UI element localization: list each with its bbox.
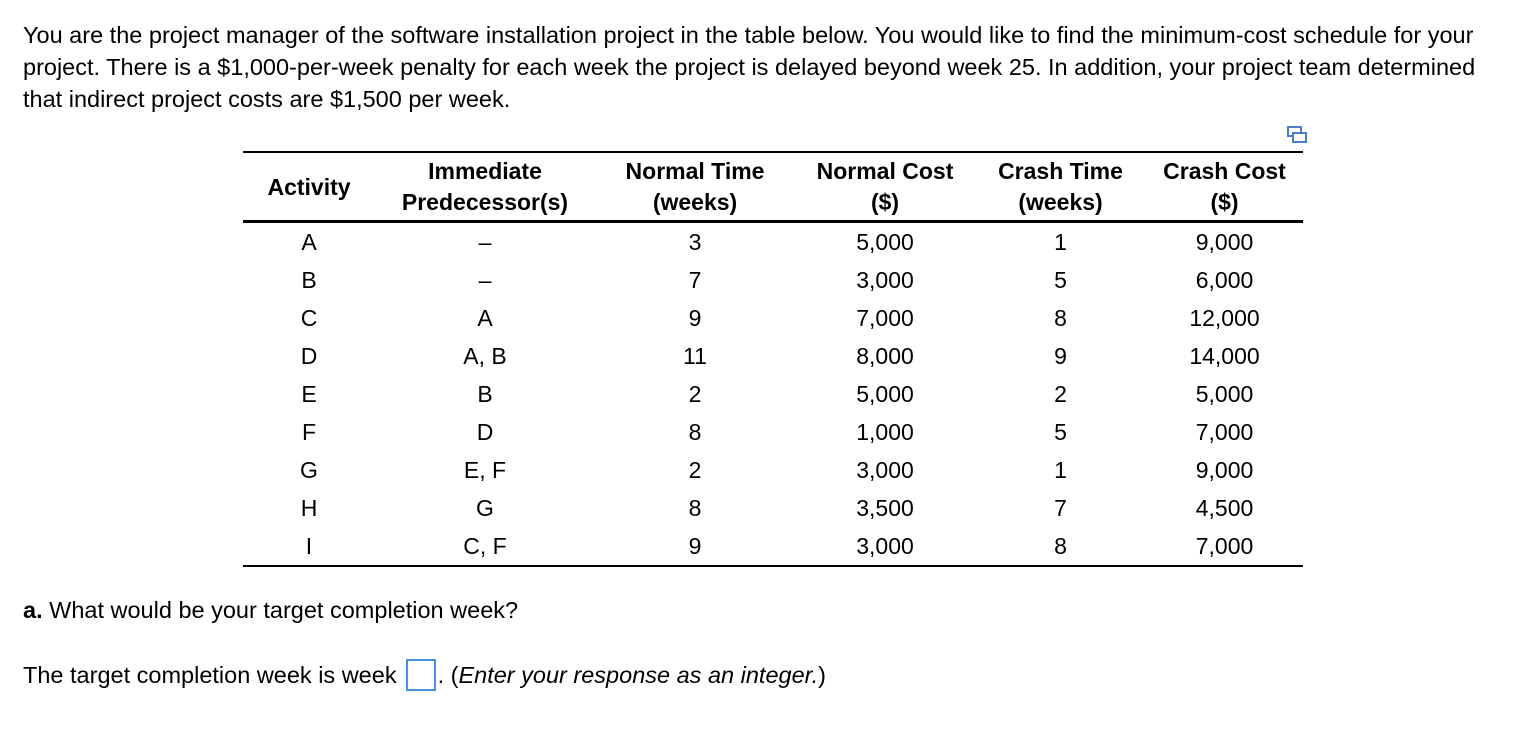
table-row xyxy=(243,451,1303,489)
header-predecessors xyxy=(375,152,595,222)
header-activity-label: Activity xyxy=(267,173,351,200)
cell-predecessors: G xyxy=(476,495,494,521)
cell-crash-time: 1 xyxy=(1054,457,1067,483)
table-row xyxy=(243,222,1303,262)
problem-statement: You are the project manager of the software installation project in the table below. You would like to find the minimum-cost schedule for your project. There is a $1,000-per-week penalty for each week the project is delayed beyond week 25. In addition, your project team determined that indirect project costs are $1,500 per week. xyxy=(23,22,1476,112)
header-predecessors-line1: Immediate xyxy=(428,158,542,184)
table-row xyxy=(243,489,1303,527)
cell-activity: I xyxy=(243,527,375,566)
cell-crash-cost: 7,000 xyxy=(1195,419,1254,445)
cell-activity: H xyxy=(300,495,318,521)
cell-normal-cost: 7,000 xyxy=(856,305,914,331)
activity-table xyxy=(243,151,1303,567)
cell-crash-time: 9 xyxy=(1054,343,1067,369)
header-crash-time xyxy=(975,152,1146,222)
hint-open: ( xyxy=(450,662,459,688)
cell-normal-cost: 5,000 xyxy=(856,229,914,255)
cell-crash-cost: 4,500 xyxy=(1195,495,1254,521)
table-row xyxy=(243,337,1303,375)
cell-normal-cost: 3,000 xyxy=(856,457,914,483)
cell-predecessors: C, F xyxy=(375,527,595,566)
header-activity xyxy=(243,152,375,222)
header-normal-time xyxy=(595,152,795,222)
cell-normal-time: 9 xyxy=(595,527,795,566)
cell-crash-time: 2 xyxy=(1054,381,1067,407)
header-predecessors-line2: Predecessor(s) xyxy=(401,189,569,215)
cell-normal-time: 9 xyxy=(688,305,702,331)
header-normal-cost xyxy=(795,152,975,222)
table-row xyxy=(243,261,1303,299)
cell-normal-cost: 3,000 xyxy=(856,267,914,293)
cell-normal-time: 2 xyxy=(688,457,702,483)
header-normal-cost-line2: ($) xyxy=(870,189,900,215)
cell-crash-time: 1 xyxy=(1054,229,1067,255)
cell-crash-cost: 12,000 xyxy=(1189,305,1260,331)
cell-normal-time: 2 xyxy=(688,381,702,407)
cell-normal-time: 8 xyxy=(688,419,702,445)
header-crash-time-line2: (weeks) xyxy=(1018,189,1103,215)
cell-predecessors: – xyxy=(478,229,492,255)
cell-crash-cost: 7,000 xyxy=(1146,527,1303,566)
cell-crash-time: 8 xyxy=(1054,305,1067,331)
cell-crash-time: 5 xyxy=(1054,419,1067,445)
cell-normal-time: 3 xyxy=(688,229,702,255)
cell-predecessors: D xyxy=(476,419,494,445)
header-normal-cost-line1: Normal Cost xyxy=(816,158,954,184)
cell-activity: E xyxy=(301,381,317,407)
cell-crash-cost: 5,000 xyxy=(1195,381,1254,407)
cell-activity: A xyxy=(301,229,317,255)
cell-activity: G xyxy=(300,457,318,483)
cell-crash-cost: 9,000 xyxy=(1195,457,1254,483)
cell-normal-cost: 3,000 xyxy=(795,527,975,566)
answer-hint: Enter your response as an integer. xyxy=(458,662,819,688)
answer-input[interactable] xyxy=(406,659,436,691)
table-row xyxy=(243,375,1303,413)
answer-suffix: . xyxy=(437,662,451,688)
question-text: What would be your target completion week? xyxy=(42,597,519,623)
cell-normal-time: 11 xyxy=(683,343,707,369)
cell-normal-cost: 5,000 xyxy=(856,381,914,407)
cell-crash-time: 8 xyxy=(975,527,1146,566)
question-a xyxy=(23,594,518,626)
cell-crash-cost: 14,000 xyxy=(1189,343,1260,369)
cell-activity: F xyxy=(301,419,317,445)
copy-table-icon[interactable] xyxy=(1286,125,1308,145)
cell-predecessors: A xyxy=(477,305,493,331)
table-header-row xyxy=(243,152,1303,222)
header-crash-time-line1: Crash Time xyxy=(998,158,1123,184)
cell-crash-time: 7 xyxy=(1054,495,1067,521)
cell-normal-cost: 8,000 xyxy=(856,343,914,369)
cell-crash-cost: 9,000 xyxy=(1195,229,1254,255)
header-normal-time-line1: Normal Time xyxy=(625,158,765,184)
cell-crash-time: 5 xyxy=(1054,267,1067,293)
cell-normal-cost: 1,000 xyxy=(856,419,914,445)
question-label: a. xyxy=(23,597,43,623)
cell-predecessors: – xyxy=(478,267,492,293)
cell-predecessors: E, F xyxy=(463,457,507,483)
cell-predecessors: B xyxy=(477,381,493,407)
header-crash-cost-line1: Crash Cost xyxy=(1163,158,1286,184)
cell-crash-cost: 6,000 xyxy=(1195,267,1254,293)
cell-activity: C xyxy=(300,305,318,331)
table-row xyxy=(243,527,1303,566)
answer-line xyxy=(23,659,826,691)
cell-normal-time: 7 xyxy=(688,267,702,293)
header-crash-cost xyxy=(1146,152,1303,222)
cell-normal-cost: 3,500 xyxy=(856,495,914,521)
cell-normal-time: 8 xyxy=(688,495,702,521)
hint-close: ) xyxy=(818,662,826,688)
header-crash-cost-line2: ($) xyxy=(1210,189,1239,215)
cell-activity: B xyxy=(301,267,317,293)
cell-predecessors: A, B xyxy=(463,343,507,369)
table-row xyxy=(243,299,1303,337)
header-normal-time-line2: (weeks) xyxy=(652,189,738,215)
answer-prefix: The target completion week is week xyxy=(23,662,397,688)
table-row xyxy=(243,413,1303,451)
cell-activity: D xyxy=(300,343,318,369)
